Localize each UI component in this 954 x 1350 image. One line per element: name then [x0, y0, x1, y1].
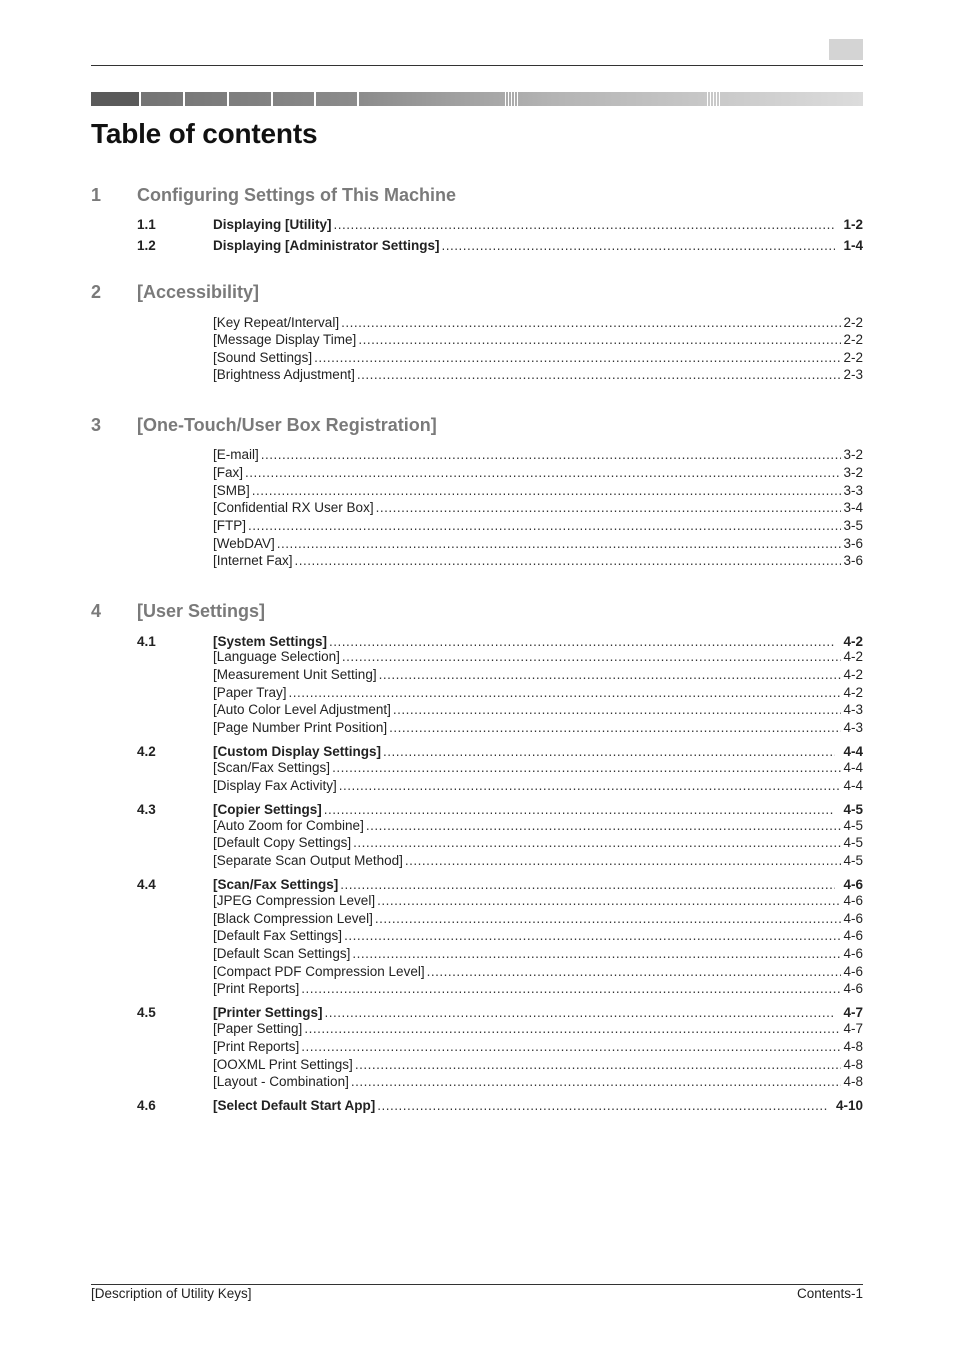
toc-entry-line [213, 910, 863, 928]
toc-entry[interactable] [0, 535, 954, 553]
toc-entry[interactable] [0, 719, 954, 737]
entry-title: [Black Compression Level] [213, 911, 373, 926]
toc-section-entry[interactable] [0, 216, 954, 234]
dot-leader [377, 1097, 828, 1115]
entry-page-number: 4-5 [843, 835, 863, 850]
toc-entry[interactable] [0, 1038, 954, 1056]
dot-leader [355, 1056, 842, 1074]
toc-entry-line [213, 1038, 863, 1056]
toc-entry-line [213, 945, 863, 963]
entry-title: [Sound Settings] [213, 350, 313, 365]
dot-leader [295, 552, 842, 570]
toc-entry[interactable] [0, 834, 954, 852]
entry-title: [Printer Settings] [213, 1005, 323, 1020]
toc-entry[interactable] [0, 777, 954, 795]
toc-entry[interactable] [0, 963, 954, 981]
dot-leader [277, 535, 842, 553]
entry-page-number: 4-10 [835, 1098, 863, 1113]
dot-leader [366, 817, 842, 835]
entry-title: [Language Selection] [213, 649, 340, 664]
toc-entry[interactable] [0, 331, 954, 349]
toc-entry-line [213, 817, 863, 835]
section-number: 4.2 [137, 744, 156, 759]
entry-page-number: 3-2 [843, 465, 863, 480]
entry-title: [Separate Scan Output Method] [213, 853, 403, 868]
entry-title: [Paper Setting] [213, 1021, 303, 1036]
section-number: 4.6 [137, 1098, 156, 1113]
entry-page-number: 4-4 [843, 744, 863, 759]
chapter-title: Configuring Settings of This Machine [137, 185, 456, 205]
entry-title: [System Settings] [213, 634, 328, 649]
entry-page-number: 4-2 [843, 649, 863, 664]
entry-title: [Key Repeat/Interval] [213, 315, 340, 330]
dot-leader [339, 777, 842, 795]
dot-leader [405, 852, 842, 870]
dot-leader [344, 927, 841, 945]
toc-entry-line [213, 331, 863, 349]
toc-entry[interactable] [0, 892, 954, 910]
toc-entry[interactable] [0, 945, 954, 963]
entry-title: [Default Copy Settings] [213, 835, 352, 850]
entry-title: [Copier Settings] [213, 802, 322, 817]
toc-entry-line [213, 499, 863, 517]
chapter-title: [One-Touch/User Box Registration] [137, 415, 437, 435]
entry-page-number: 2-2 [843, 332, 863, 347]
chapter-number: 1 [91, 185, 102, 205]
entry-page-number: 4-8 [843, 1039, 863, 1054]
entry-page-number: 4-5 [843, 853, 863, 868]
dot-leader [352, 945, 841, 963]
dot-leader [332, 759, 841, 777]
dot-leader [261, 446, 842, 464]
entry-title: [Fax] [213, 465, 244, 480]
header-corner-box [829, 39, 863, 60]
toc-entry-line [213, 980, 863, 998]
dot-leader [334, 216, 836, 234]
entry-title: [Page Number Print Position] [213, 720, 388, 735]
section-number: 4.4 [137, 877, 156, 892]
entry-page-number: 4-6 [843, 911, 863, 926]
dot-leader [252, 482, 842, 500]
entry-title: [Scan/Fax Settings] [213, 760, 331, 775]
toc-entry-line [213, 552, 863, 570]
entry-page-number: 4-8 [843, 1057, 863, 1072]
entry-page-number: 4-6 [843, 964, 863, 979]
entry-page-number: 4-5 [843, 818, 863, 833]
entry-page-number: 3-4 [843, 500, 863, 515]
dot-leader [301, 1038, 841, 1056]
entry-title: [JPEG Compression Level] [213, 893, 376, 908]
toc-entry[interactable] [0, 648, 954, 666]
section-number: 4.1 [137, 634, 156, 649]
entry-page-number: 1-2 [843, 217, 863, 232]
entry-page-number: 4-6 [843, 981, 863, 996]
toc-entry-line [213, 517, 863, 535]
footer-page-number: Contents-1 [796, 1286, 863, 1301]
chapter-number: 4 [91, 601, 102, 621]
toc-entry-line [213, 892, 863, 910]
toc-entry[interactable] [0, 701, 954, 719]
toc-entry[interactable] [0, 759, 954, 777]
entry-page-number: 3-3 [843, 483, 863, 498]
entry-title: Displaying [Utility] [213, 217, 332, 232]
entry-page-number: 3-6 [843, 536, 863, 551]
dot-leader [245, 464, 841, 482]
entry-page-number: 4-6 [843, 877, 863, 892]
dot-leader [357, 366, 842, 384]
entry-page-number: 4-6 [843, 946, 863, 961]
chapter-title: [User Settings] [137, 601, 266, 621]
toc-entry[interactable] [0, 910, 954, 928]
chapter-number: 2 [91, 282, 102, 302]
dot-leader [389, 719, 841, 737]
entry-title: [FTP] [213, 518, 246, 533]
entry-title: [Default Fax Settings] [213, 928, 343, 943]
entry-title: [Message Display Time] [213, 332, 357, 347]
entry-title: [Confidential RX User Box] [213, 500, 374, 515]
toc-entry-line [213, 366, 863, 384]
entry-title: [Paper Tray] [213, 685, 287, 700]
toc-entry-line [213, 963, 863, 981]
toc-entry-line [213, 349, 863, 367]
toc-entry[interactable] [0, 464, 954, 482]
entry-title: Displaying [Administrator Settings] [213, 238, 440, 253]
toc-entry-line [213, 777, 863, 795]
toc-entry[interactable] [0, 366, 954, 384]
toc-entry[interactable] [0, 852, 954, 870]
entry-title: [Print Reports] [213, 981, 300, 996]
toc-entry[interactable] [0, 499, 954, 517]
entry-page-number: 2-3 [843, 367, 863, 382]
footer-document-name: [Description of Utility Keys] [91, 1286, 252, 1301]
section-number: 1.1 [137, 217, 156, 232]
entry-page-number: 4-7 [843, 1005, 863, 1020]
dot-leader [427, 963, 842, 981]
entry-page-number: 4-7 [843, 1021, 863, 1036]
entry-page-number: 3-5 [843, 518, 863, 533]
toc-entry[interactable] [0, 927, 954, 945]
toc-entry-line [213, 666, 863, 684]
entry-title: [Measurement Unit Setting] [213, 667, 377, 682]
entry-page-number: 1-4 [843, 238, 863, 253]
footer-rule [91, 1284, 863, 1285]
entry-title: [Internet Fax] [213, 553, 293, 568]
dot-leader [353, 834, 841, 852]
entry-page-number: 4-4 [843, 760, 863, 775]
dot-leader [351, 1073, 842, 1091]
entry-title: [Scan/Fax Settings] [213, 877, 339, 892]
toc-section-entry[interactable] [0, 237, 954, 255]
toc-entry-line [213, 464, 863, 482]
toc-entry-line [213, 216, 863, 234]
toc-entry[interactable] [0, 482, 954, 500]
toc-entry-line [213, 314, 863, 332]
toc-entry[interactable] [0, 314, 954, 332]
entry-page-number: 4-2 [843, 685, 863, 700]
section-number: 4.5 [137, 1005, 156, 1020]
entry-title: [Select Default Start App] [213, 1098, 376, 1113]
section-number: 1.2 [137, 238, 156, 253]
entry-page-number: 4-5 [843, 802, 863, 817]
toc-entry[interactable] [0, 349, 954, 367]
toc-entry[interactable] [0, 684, 954, 702]
dot-leader [314, 349, 841, 367]
entry-title: [Custom Display Settings] [213, 744, 382, 759]
toc-entry[interactable] [0, 517, 954, 535]
toc-entry-line [213, 759, 863, 777]
entry-page-number: 4-2 [843, 667, 863, 682]
dot-leader [376, 499, 842, 517]
toc-entry-line [213, 1097, 863, 1115]
section-number: 4.3 [137, 802, 156, 817]
header-rule [91, 65, 863, 66]
entry-title: [Layout - Combination] [213, 1074, 349, 1089]
toc-entry-line [213, 701, 863, 719]
dot-leader [358, 331, 841, 349]
dot-leader [304, 1020, 841, 1038]
entry-page-number: 2-2 [843, 350, 863, 365]
toc-entry-line [213, 719, 863, 737]
toc-entry-line [213, 1056, 863, 1074]
toc-entry-line [213, 684, 863, 702]
toc-entry-line [213, 535, 863, 553]
entry-title: [Print Reports] [213, 1039, 300, 1054]
dot-leader [375, 910, 842, 928]
dot-leader [393, 701, 842, 719]
entry-page-number: 4-6 [843, 928, 863, 943]
toc-entry-line [213, 446, 863, 464]
entry-page-number: 3-6 [843, 553, 863, 568]
toc-entry-line [213, 1073, 863, 1091]
dot-leader [442, 237, 836, 255]
toc-entry[interactable] [0, 1056, 954, 1074]
entry-page-number: 3-2 [843, 447, 863, 462]
entry-title: [SMB] [213, 483, 250, 498]
dot-leader [341, 314, 841, 332]
dot-leader [301, 980, 841, 998]
toc-entry[interactable] [0, 666, 954, 684]
toc-entry[interactable] [0, 1020, 954, 1038]
entry-title: [Display Fax Activity] [213, 778, 337, 793]
entry-page-number: 4-3 [843, 702, 863, 717]
dot-leader [342, 648, 842, 666]
entry-page-number: 4-3 [843, 720, 863, 735]
entry-page-number: 4-8 [843, 1074, 863, 1089]
entry-title: [Default Scan Settings] [213, 946, 351, 961]
decorative-header-bar [91, 92, 863, 106]
entry-page-number: 2-2 [843, 315, 863, 330]
page-title: Table of contents [91, 118, 318, 149]
entry-page-number: 4-2 [843, 634, 863, 649]
entry-title: [Auto Zoom for Combine] [213, 818, 364, 833]
dot-leader [377, 892, 841, 910]
entry-page-number: 4-4 [843, 778, 863, 793]
dot-leader [248, 517, 841, 535]
toc-section-entry[interactable] [0, 1097, 954, 1115]
entry-title: [Brightness Adjustment] [213, 367, 355, 382]
entry-title: [Compact PDF Compression Level] [213, 964, 425, 979]
toc-entry-line [213, 927, 863, 945]
toc-entry-line [213, 852, 863, 870]
toc-entry-line [213, 1020, 863, 1038]
toc-entry[interactable] [0, 552, 954, 570]
dot-leader [379, 666, 842, 684]
entry-title: [OOXML Print Settings] [213, 1057, 353, 1072]
entry-title: [E-mail] [213, 447, 259, 462]
toc-entry-line [213, 834, 863, 852]
chapter-title: [Accessibility] [137, 282, 260, 302]
toc-entry[interactable] [0, 817, 954, 835]
dot-leader [289, 684, 842, 702]
entry-title: [WebDAV] [213, 536, 275, 551]
toc-entry[interactable] [0, 980, 954, 998]
entry-title: [Auto Color Level Adjustment] [213, 702, 391, 717]
toc-entry-line [213, 237, 863, 255]
toc-entry[interactable] [0, 446, 954, 464]
chapter-number: 3 [91, 415, 102, 435]
toc-entry[interactable] [0, 1073, 954, 1091]
toc-entry-line [213, 482, 863, 500]
entry-page-number: 4-6 [843, 893, 863, 908]
toc-entry-line [213, 648, 863, 666]
